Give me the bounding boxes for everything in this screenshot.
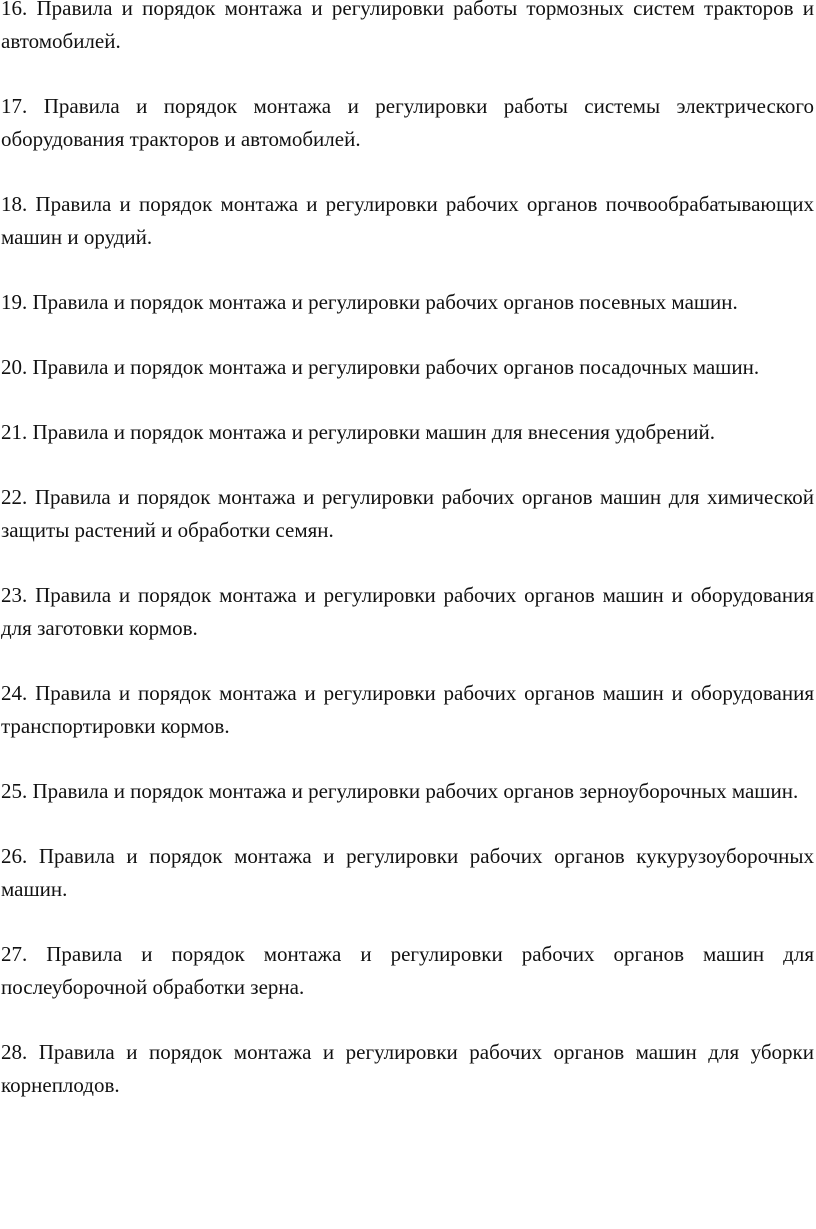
list-item-18: 18. Правила и порядок монтажа и регулировки рабочих органов почвообрабатывающих машин и орудий. xyxy=(1,192,814,249)
list-item-19: 19. Правила и порядок монтажа и регулировки рабочих органов посевных машин. xyxy=(1,290,738,314)
list-item-21: 21. Правила и порядок монтажа и регулировки машин для внесения удобрений. xyxy=(1,420,715,444)
list-item-26: 26. Правила и порядок монтажа и регулировки рабочих органов кукурузоуборочных машин. xyxy=(1,844,814,901)
list-item-28: 28. Правила и порядок монтажа и регулировки рабочих органов машин для уборки корнеплодов. xyxy=(1,1040,814,1097)
list-item-24: 24. Правила и порядок монтажа и регулировки рабочих органов машин и оборудования транспортировки кормов. xyxy=(1,681,814,738)
list-item-17: 17. Правила и порядок монтажа и регулировки работы системы электрического оборудования тракторов и автомобилей. xyxy=(1,94,814,151)
list-item-25: 25. Правила и порядок монтажа и регулировки рабочих органов зерноуборочных машин. xyxy=(1,779,799,803)
list-item-22: 22. Правила и порядок монтажа и регулировки рабочих органов машин для химической защиты растений и обработки семян. xyxy=(1,485,814,542)
list-item-23: 23. Правила и порядок монтажа и регулировки рабочих органов машин и оборудования для заготовки кормов. xyxy=(1,583,814,640)
list-item-27: 27. Правила и порядок монтажа и регулировки рабочих органов машин для послеуборочной обработки зерна. xyxy=(1,942,814,999)
list-item-20: 20. Правила и порядок монтажа и регулировки рабочих органов посадочных машин. xyxy=(1,355,760,379)
list-item-16: 16. Правила и порядок монтажа и регулировки работы тормозных систем тракторов и автомобилей. xyxy=(1,0,814,53)
